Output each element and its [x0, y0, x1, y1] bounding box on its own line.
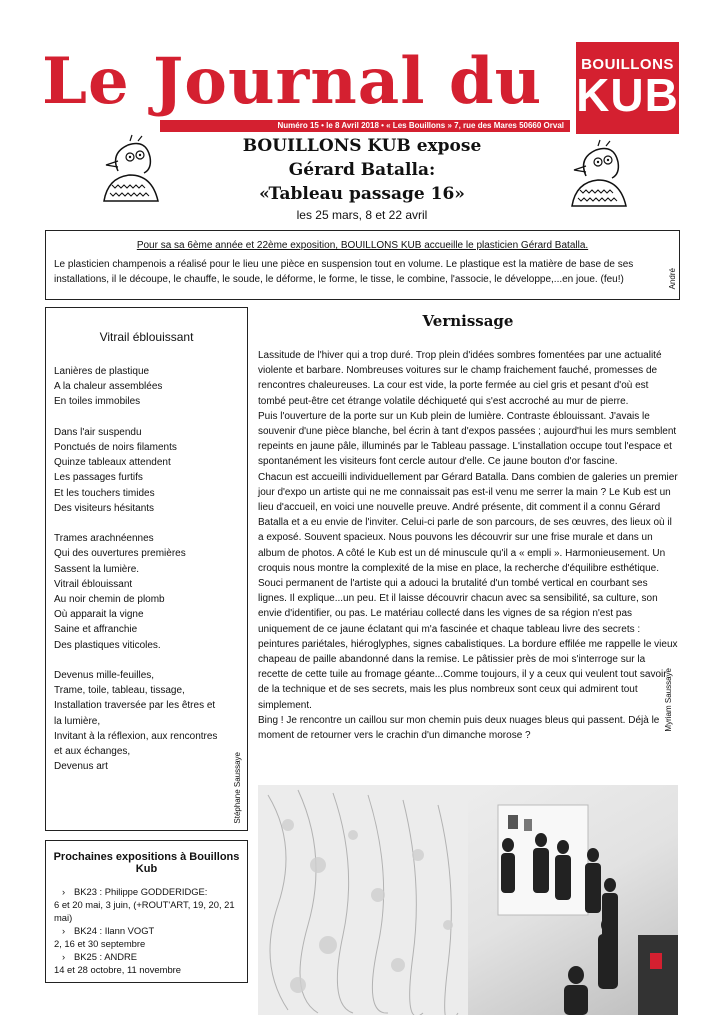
- exhibition-heading: [54, 885, 241, 898]
- poem-line: Trames arachnéennes: [54, 533, 154, 545]
- article-paragraph: Bing ! Je rencontre un caillou sur mon chemin puis deux nuages bleus qui passent. Déjà le moment de retourner vers le crachin d'un dimanche morose ?: [258, 714, 660, 742]
- exhibition-photo: [258, 785, 678, 1015]
- exhibition-dates: 14 et 28 octobre, 11 novembre: [54, 964, 181, 975]
- stanza-break: [54, 410, 225, 425]
- headline-line-1: BOUILLONS KUB expose: [242, 136, 482, 156]
- stanza-break: [54, 516, 225, 531]
- article-paragraph: Lassitude de l'hiver qui a trop duré. Trop plein d'idées sombres fomentées par une actualité violente et barbare. Nombreuses voitures sur le champ fraichement fauché, promesses de rencontres chaleureuses. La cour est vide, la porte fermée au ciel gris et pesant d'où est tombé peut-être cet étrange volatile déchiqueté qui s'est accroché au mur de pierre.: [258, 350, 662, 407]
- poem-line: Les passages furtifs: [54, 472, 143, 484]
- intro-credit: André: [668, 268, 677, 290]
- chevron-right-icon: ›: [62, 925, 66, 936]
- poem-line: Des visiteurs hésitants: [54, 502, 155, 514]
- poem-line: Saine et affranchie: [54, 624, 138, 636]
- poem-line: Sassent la lumière.: [54, 563, 140, 575]
- intro-body: Le plasticien champenois a réalisé pour le lieu une pièce en suspension tout en volume. Le plastique est la matière de base de ses installations, il le découpe, le chauffe, le soude, le déforme, le forme, le tisse, le combine, l'associe, le développe,...en joue. (feu!): [54, 259, 634, 285]
- exhibition-name: BK23 : Philippe GODDERIDGE:: [74, 886, 208, 897]
- exhibition-dates: 2, 16 et 30 septembre: [54, 938, 146, 949]
- intro-lead: Pour sa sa 6ème année et 22ème exposition, BOUILLONS KUB accueille le plasticien Gérard Batalla.: [136, 240, 589, 251]
- headline-dates: les 25 mars, 8 et 22 avril: [296, 208, 428, 222]
- bouillons-kub-logo: [576, 42, 679, 134]
- exhibition-heading: [54, 950, 241, 963]
- poem-line: Lanières de plastique: [54, 366, 150, 377]
- article-body: [258, 348, 678, 743]
- poem-line: Dans l'air suspendu: [54, 426, 142, 438]
- poem-line: Qui des ouvertures premières: [54, 548, 186, 560]
- stanza-break: [54, 653, 225, 668]
- poem-line: Trame, toile, tableau, tissage,: [54, 685, 185, 697]
- poem-lines: [54, 364, 225, 774]
- poem-line: Ponctués de noirs filaments: [54, 442, 177, 453]
- article-credit: Myriam Saussaye: [664, 668, 673, 732]
- poem-credit: Stéphane Saussaye: [233, 752, 242, 824]
- upcoming-exhibitions-title: Prochaines expositions à Bouillons Kub: [53, 851, 240, 875]
- headline-line-3: «Tableau passage 16»: [259, 184, 465, 204]
- logo-bottom-text: KUB: [576, 69, 679, 121]
- poem-line: Vitrail éblouissant: [54, 578, 133, 590]
- article-paragraph: Chacun est accueilli individuellement par Gérard Batalla. Dans combien de galeries un premier jour d'expo un artiste qui ne me connaissait pas est-il venu me serrer la main ? Le Kub est un lieu d'accueil, en voici une nouvelle preuve. André présente, dit comment il a connu Gérard Batalla et a eu envie de l'inviter. Celui-ci parle de son parcours, de ses œuvres, des lieux où il a exposé. Souvent spacieux. Nous pouvons les découvrir sur une frise murale et dans un album de photos. A côté le Kub est un dé minuscule qu'il a « empli ». Harmonieusement. Un croquis nous montre la complexité de la mise en place, la recherche d'équilibre esthétique. Souci permanent de l'artiste qui a adouci la brutalité d'un tombé vertical en courbant ses lignes. Il explique...un peu. Et il laisse découvrir chacun avec sa sensibilité, sa culture, son envie d'identifier, ou pas. Le matériau collecté dans les vignes de sa région n'est pas uniquement de ce jaune éclatant qui m'a fascinée et chaque tableau livre des secrets : peintures pariétales, hiéroglyphes, signes cabalistiques. La bordure effilée me rappelle le vieux chapeau de paille abandonné dans la remise. Le pâtissier près de moi s'interroge sur la recette de cette tuile au fromage géante...Comme toujours, il y a ceux qui veulent tout savoir de la technique et de ses secrets, mais les plus nombreux sont ceux qui admirent tout simplement.: [258, 471, 678, 711]
- headline-line-2: Gérard Batalla:: [288, 160, 436, 180]
- poem-line: En toiles immobiles: [54, 396, 141, 408]
- poem-line: Et les touchers timides: [54, 487, 155, 499]
- exhibition-name: BK24 : Ilann VOGT: [74, 925, 155, 936]
- chevron-right-icon: ›: [62, 886, 66, 897]
- exhibition-name: BK25 : ANDRE: [74, 951, 138, 962]
- poem-line: Quinze tableaux attendent: [54, 457, 171, 469]
- poem-line: Au noir chemin de plomb: [54, 594, 165, 606]
- article-title: Vernissage: [422, 312, 514, 330]
- poem-line: Installation traversée par les êtres et la lumière,: [54, 700, 216, 727]
- chevron-right-icon: ›: [62, 951, 66, 962]
- poem-line: Des plastiques viticoles.: [54, 639, 161, 651]
- logo-top-text: BOUILLONS: [581, 56, 674, 73]
- poem-line: Devenus art: [54, 761, 108, 773]
- poem-box: [45, 307, 248, 831]
- poem-line: Devenus mille-feuilles,: [54, 670, 155, 682]
- issue-info-bar: Numéro 15 • le 8 Avril 2018 • « Les Bouillons » 7, rue des Mares 50660 Orval: [160, 120, 570, 132]
- poem-line: A la chaleur assemblées: [54, 381, 163, 393]
- poem-line: Invitant à la réflexion, aux rencontres et aux échanges,: [54, 730, 218, 758]
- upcoming-exhibitions-list: [54, 885, 241, 976]
- masthead-title: Le Journal du: [42, 44, 543, 119]
- poem-line: Où apparait la vigne: [54, 609, 144, 621]
- poem-title: Vitrail éblouissant: [99, 330, 194, 344]
- intro-box: [45, 230, 680, 300]
- upcoming-exhibitions-box: [45, 840, 248, 983]
- exhibition-heading: [54, 924, 241, 937]
- exhibition-dates: 6 et 20 mai, 3 juin, (+ROUT'ART, 19, 20, 21 mai): [54, 899, 235, 923]
- article-paragraph: Puis l'ouverture de la porte sur un Kub plein de lumière. Contraste éblouissant. J'avais le souvenir d'une pièce blanche, bel écrin à tant d'expos passées ; aujourd'hui les murs semblent repeints en jaune pâle, illuminés par le Tableau passage. L'installation occupe tout l'espace et spontanément les visiteurs font cercle autour d'elle. Ce jaune bouton d'or fascine.: [258, 410, 677, 468]
